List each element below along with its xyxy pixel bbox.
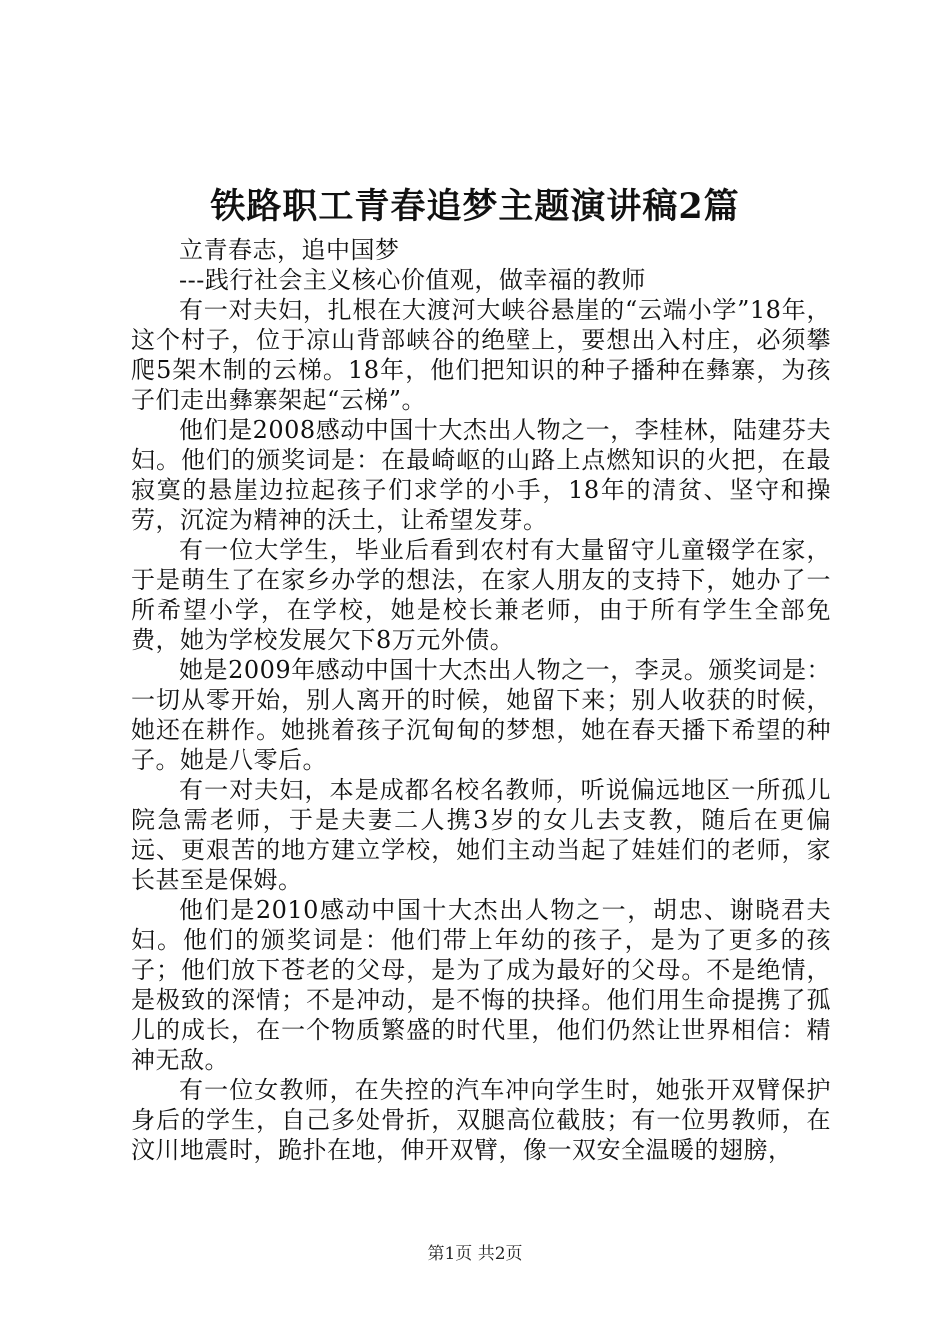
- body-paragraph: 有一对夫妇，本是成都名校名教师，听说偏远地区一所孤儿院急需老师，于是夫妻二人携3岁的女儿去支教，随后在更偏远、更艰苦的地方建立学校，她们主动当起了娃娃们的老师，家长甚至是保姆。: [131, 776, 831, 894]
- subtitle-line: ---践行社会主义核心价值观，做幸福的教师: [179, 266, 646, 294]
- page-footer: 第1页 共2页: [427, 1244, 523, 1264]
- body-paragraph: 他们是2008感动中国十大杰出人物之一，李桂林，陆建芬夫妇。他们的颁奖词是：在最崎岖的山路上点燃知识的火把，在最寂寞的悬崖边拉起孩子们求学的小手，18年的清贫、坚守和操劳，沉淀为精神的沃土，让希望发芽。: [131, 416, 831, 534]
- body-paragraph: 有一对夫妇，扎根在大渡河大峡谷悬崖的“云端小学”18年，这个村子，位于凉山背部峡谷的绝壁上，要想出入村庄，必须攀爬5架木制的云梯。18年，他们把知识的种子播种在彝寨，为孩子们走出彝寨架起“云梯”。: [131, 296, 831, 414]
- body-paragraph: 她是2009年感动中国十大杰出人物之一，李灵。颁奖词是：一切从零开始，别人离开的时候，她留下来；别人收获的时候，她还在耕作。她挑着孩子沉甸甸的梦想，她在春天播下希望的种子。她是八零后。: [131, 656, 831, 774]
- subtitle-line: 立青春志，追中国梦: [179, 236, 400, 264]
- body-paragraph: 他们是2010感动中国十大杰出人物之一，胡忠、谢晓君夫妇。他们的颁奖词是：他们带上年幼的孩子，是为了更多的孩子；他们放下苍老的父母，是为了成为最好的父母。不是绝情，是极致的深情；不是冲动，是不悔的抉择。他们用生命提携了孤儿的成长，在一个物质繁盛的时代里，他们仍然让世界相信：精神无敌。: [131, 896, 831, 1074]
- document-body: [131, 235, 831, 1165]
- body-paragraph: 有一位女教师，在失控的汽车冲向学生时，她张开双臂保护身后的学生，自己多处骨折，双腿高位截肢；有一位男教师，在汶川地震时，跪扑在地，伸开双臂，像一双安全温暖的翅膀，: [131, 1076, 831, 1164]
- document-title: 铁路职工青春追梦主题演讲稿2篇: [210, 186, 740, 227]
- body-paragraph: 有一位大学生，毕业后看到农村有大量留守儿童辍学在家，于是萌生了在家乡办学的想法，在家人朋友的支持下，她办了一所希望小学，在学校，她是校长兼老师，由于所有学生全部免费，她为学校发展欠下8万元外债。: [131, 536, 831, 654]
